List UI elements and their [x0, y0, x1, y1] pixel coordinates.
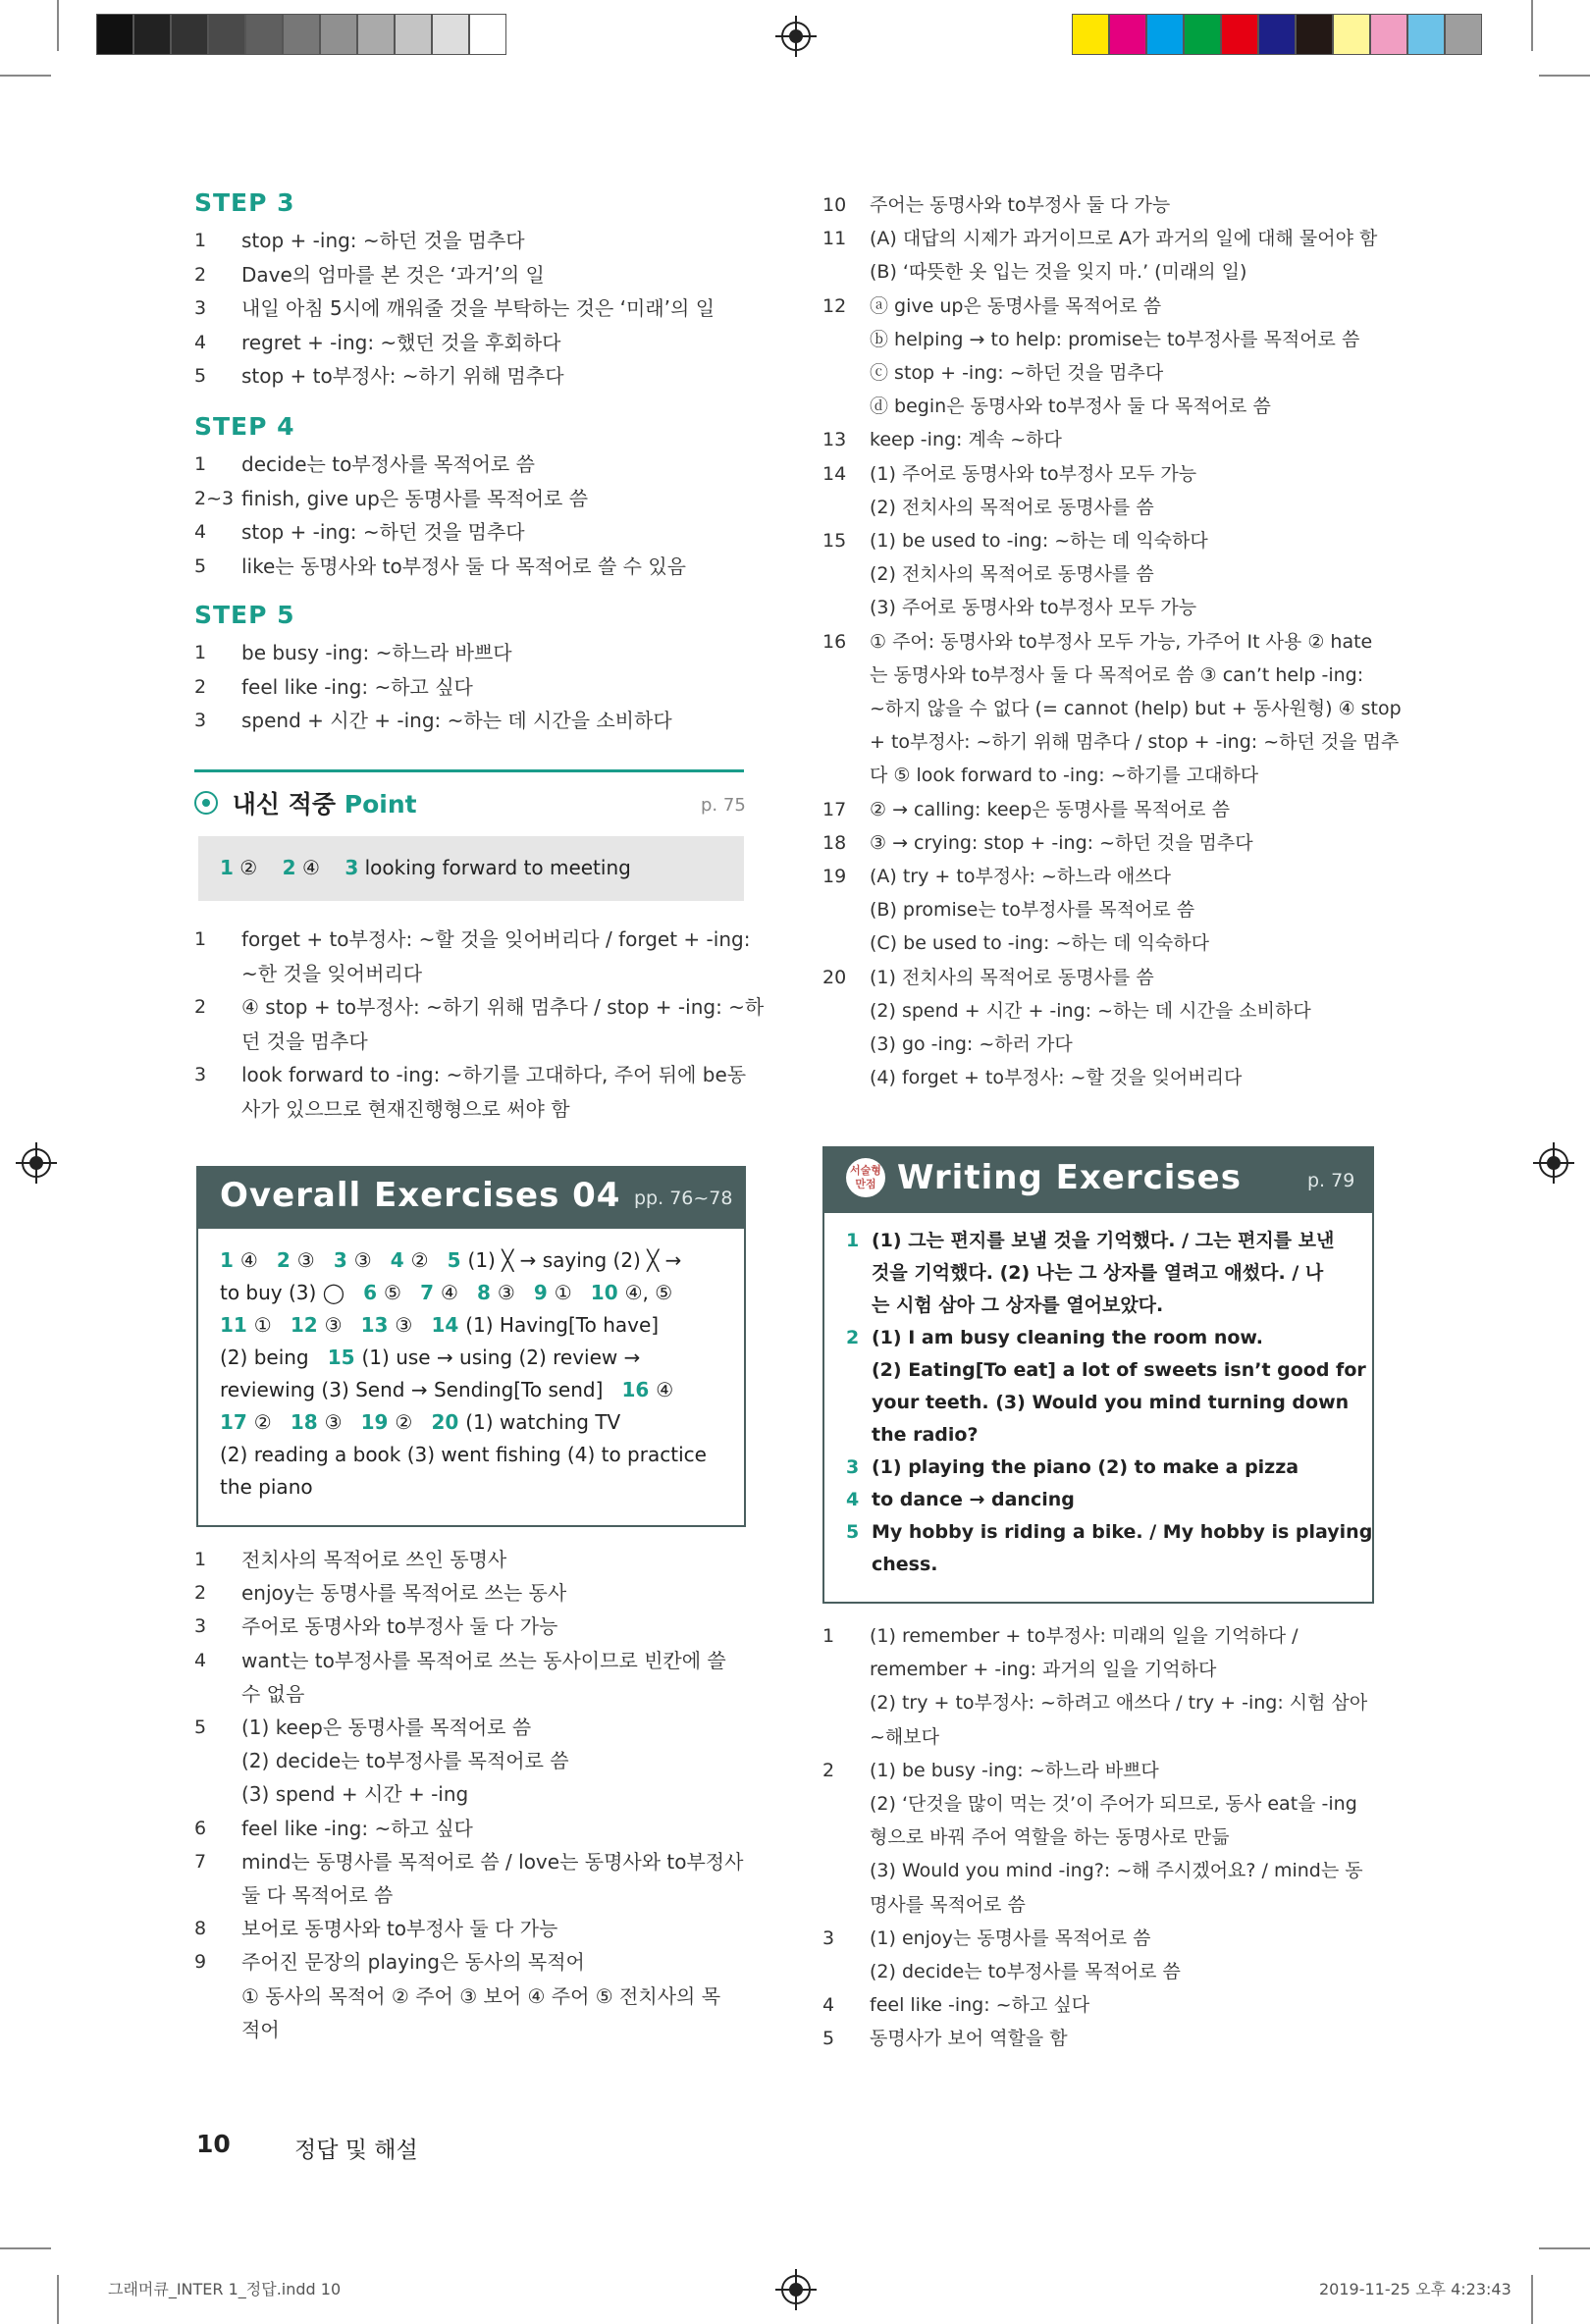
answer-value: (2) reading a book (3) went fishing (4) to practice	[220, 1443, 707, 1466]
answer-value: looking forward to meeting	[364, 856, 631, 879]
item-text: want는 to부정사를 목적어로 쓰는 동사이므로 빈칸에 쓸	[241, 1648, 726, 1672]
item-text: 내일 아침 5시에 깨워줄 것을 부탁하는 것은 ‘미래’의 일	[241, 296, 716, 320]
color-swatch	[1221, 14, 1258, 55]
item-number: 3	[194, 710, 207, 731]
color-swatch	[1258, 14, 1296, 55]
answer-value: ④	[656, 1378, 674, 1401]
answer-number: 18	[290, 1410, 325, 1434]
item-text: (1) 전치사의 목적어로 동명사를 씀	[870, 966, 1154, 988]
point-title	[194, 785, 417, 820]
answer-value: ②	[395, 1410, 413, 1434]
item-text: 는 동명사와 to부정사 둘 다 목적어로 씀 ③ can’t help -ing:	[870, 663, 1364, 686]
item-number: 2	[194, 263, 207, 286]
item-text: ⓐ give up은 동명사를 목적어로 씀	[870, 294, 1162, 317]
answer-value: the piano	[220, 1475, 313, 1499]
item-text: your teeth. (3) Would you mind turning down	[872, 1392, 1350, 1413]
color-swatch	[1296, 14, 1333, 55]
item-text: ⓑ helping → to help: promise는 to부정사를 목적어로 씀	[870, 328, 1360, 350]
crop-mark	[0, 75, 51, 77]
item-text: (1) enjoy는 동명사를 목적어로 씀	[870, 1927, 1151, 1949]
item-number: 1	[194, 1549, 207, 1570]
color-swatch	[96, 14, 133, 55]
item-number: 7	[194, 1850, 207, 1873]
step4-heading: STEP 4	[194, 412, 295, 441]
answer-value: ③	[324, 1410, 343, 1434]
answer-value: reviewing (3) Send → Sending[To send]	[220, 1378, 604, 1401]
answer-number: 17	[220, 1410, 254, 1434]
item-text: forget + to부정사: ~할 것을 잊어버리다 / forget + -ing:	[241, 927, 751, 951]
item-number: 3	[194, 1064, 207, 1085]
crop-mark	[1539, 75, 1590, 77]
item-number: 5	[194, 365, 207, 387]
answer-number: 5	[447, 1248, 468, 1272]
color-swatch	[1146, 14, 1184, 55]
item-text: (2) spend + 시간 + -ing: ~하는 데 시간을 소비하다	[870, 999, 1311, 1022]
answer-line	[220, 1406, 620, 1439]
item-text: 던 것을 멈추다	[241, 1029, 368, 1053]
item-text: ⓒ stop + -ing: ~하던 것을 멈추다	[870, 362, 1164, 384]
answer-line	[220, 1309, 659, 1342]
item-number: 8	[194, 1918, 207, 1940]
answer-value: ③	[296, 1248, 315, 1272]
writing-answer-box	[822, 1211, 1374, 1604]
item-text: 수 없음	[241, 1681, 305, 1706]
color-swatch	[1407, 14, 1445, 55]
item-text: keep -ing: 계속 ~하다	[870, 429, 1062, 451]
item-text: (1) 그는 편지를 보낼 것을 기억했다. / 그는 편지를 보낸	[872, 1230, 1335, 1251]
answer-value: ②	[410, 1248, 429, 1272]
answer-value: ③	[395, 1313, 413, 1337]
color-swatch	[1445, 14, 1482, 55]
color-swatch	[208, 14, 245, 55]
footer-section: 정답 및 해설	[294, 2138, 418, 2163]
item-number: 19	[822, 866, 847, 887]
item-text: (2) try + to부정사: ~하려고 애쓰다 / try + -ing: 시험 삼아	[870, 1692, 1368, 1715]
item-text: be busy -ing: ~하느라 바쁘다	[241, 641, 512, 664]
item-number: 2	[822, 1759, 835, 1781]
item-text: (1) 주어로 동명사와 to부정사 모두 가능	[870, 462, 1197, 485]
award-badge-icon: 서술형 만점	[846, 1158, 885, 1197]
item-number: 5	[846, 1521, 860, 1543]
item-text: ④ stop + to부정사: ~하기 위해 멈추다 / stop + -ing: ~하	[241, 995, 765, 1019]
answer-number: 1	[220, 856, 234, 879]
item-number: 4	[194, 1649, 207, 1671]
item-text: 사가 있으므로 현재진행형으로 써야 함	[241, 1096, 570, 1121]
step5-heading: STEP 5	[194, 601, 295, 629]
overall-box-header	[196, 1166, 746, 1227]
item-number: 6	[194, 1817, 207, 1839]
item-number: 4	[846, 1489, 860, 1510]
item-number: 3	[194, 297, 207, 319]
item-text: (4) forget + to부정사: ~할 것을 잊어버리다	[870, 1067, 1243, 1089]
item-number: 5	[822, 2028, 835, 2050]
registration-mark-top	[781, 22, 811, 51]
item-text: ~해보다	[870, 1725, 939, 1748]
item-number: 18	[822, 831, 847, 854]
item-text: ③ → crying: stop + -ing: ~하던 것을 멈추다	[870, 831, 1253, 854]
item-text: like는 동명사와 to부정사 둘 다 목적어로 쓸 수 있음	[241, 554, 686, 578]
item-text: (3) spend + 시간 + -ing	[241, 1782, 469, 1807]
answer-number: 20	[431, 1410, 466, 1434]
item-text: (3) Would you mind -ing?: ~해 주시겠어요? / mind는 동	[870, 1860, 1363, 1882]
color-swatch	[283, 14, 320, 55]
crop-mark	[0, 2247, 51, 2249]
item-text: (1) be busy -ing: ~하느라 바쁘다	[870, 1759, 1159, 1781]
item-text: remember + -ing: 과거의 일을 기억하다	[870, 1659, 1217, 1681]
answer-value: to buy (3) ◯	[220, 1281, 345, 1304]
writing-title: Writing Exercises	[897, 1158, 1242, 1197]
crop-mark	[1531, 2275, 1533, 2324]
answer-value: (2) being	[220, 1346, 309, 1369]
item-text: (1) playing the piano (2) to make a pizza	[872, 1456, 1299, 1478]
answer-number: 1	[220, 1248, 240, 1272]
item-number: 3	[194, 1615, 207, 1638]
crop-mark	[57, 0, 59, 51]
answer-value: (1) Having[To have]	[465, 1313, 660, 1337]
color-swatch	[357, 14, 395, 55]
answer-value: ④, ⑤	[624, 1281, 673, 1304]
item-number: 13	[822, 429, 847, 451]
color-swatch	[1333, 14, 1370, 55]
answer-number: 14	[431, 1313, 466, 1337]
writing-page-ref: p. 79	[1307, 1170, 1355, 1191]
color-swatch	[1370, 14, 1407, 55]
crop-mark	[1531, 0, 1533, 51]
item-text: (B) ‘따뜻한 옷 입는 것을 잊지 마.’ (미래의 일)	[870, 261, 1247, 284]
item-number: 1	[846, 1230, 860, 1251]
answer-line	[220, 1277, 672, 1309]
answer-number: 4	[390, 1248, 411, 1272]
item-number: 4	[194, 521, 207, 543]
answer-number: 3	[344, 856, 359, 879]
answer-number: 9	[533, 1281, 555, 1304]
item-text: feel like -ing: ~하고 싶다	[241, 674, 473, 699]
item-text: My hobby is riding a bike. / My hobby is playing	[872, 1521, 1373, 1543]
item-text: 명사를 목적어로 씀	[870, 1893, 1026, 1916]
color-swatch	[171, 14, 208, 55]
item-number: 20	[822, 966, 847, 988]
answer-number: 3	[333, 1248, 354, 1272]
answer-number: 8	[476, 1281, 498, 1304]
answer-number: 10	[590, 1281, 625, 1304]
item-text: feel like -ing: ~하고 싶다	[241, 1816, 473, 1840]
item-number: 1	[822, 1625, 835, 1647]
item-number: 5	[194, 555, 207, 577]
item-text: (2) decide는 to부정사를 목적어로 씀	[241, 1749, 569, 1773]
item-text: stop + to부정사: ~하기 위해 멈추다	[241, 364, 564, 388]
item-text: ⓓ begin은 동명사와 to부정사 둘 다 목적어로 씀	[870, 396, 1271, 418]
item-text: (2) Eating[To eat] a lot of sweets isn’t good for	[872, 1359, 1366, 1381]
answer-value: ①	[554, 1281, 572, 1304]
item-number: 2	[194, 675, 207, 698]
item-number: 1	[194, 453, 207, 475]
item-text: stop + -ing: ~하던 것을 멈추다	[241, 229, 525, 252]
item-text: (A) try + to부정사: ~하느라 애쓰다	[870, 866, 1172, 887]
point-answer-box	[198, 836, 744, 901]
item-text: finish, give up은 동명사를 목적어로 씀	[241, 486, 589, 510]
item-number: 3	[822, 1927, 835, 1949]
item-text: (1) be used to -ing: ~하는 데 익숙하다	[870, 530, 1208, 552]
item-text: (3) go -ing: ~하러 가다	[870, 1033, 1073, 1055]
item-text: (2) 전치사의 목적어로 동명사를 씀	[870, 563, 1154, 586]
answer-line	[220, 1342, 640, 1374]
item-text: 적어	[241, 2017, 280, 2041]
answer-value: ④	[239, 1248, 258, 1272]
item-text: (1) keep은 동명사를 목적어로 씀	[241, 1716, 532, 1739]
item-text: (2) decide는 to부정사를 목적어로 씀	[870, 1961, 1181, 1982]
item-number: 15	[822, 530, 847, 552]
answer-value: ③	[324, 1313, 343, 1337]
item-text: Dave의 엄마를 본 것은 ‘과거’의 일	[241, 262, 545, 287]
item-number: 9	[194, 1951, 207, 1974]
color-swatch	[1184, 14, 1221, 55]
item-text: the radio?	[872, 1424, 979, 1446]
registration-mark-right	[1539, 1148, 1568, 1178]
item-text: (2) 전치사의 목적어로 동명사를 씀	[870, 496, 1154, 518]
item-text: regret + -ing: ~했던 것을 후회하다	[241, 330, 561, 354]
slug-date: 2019-11-25 오후 4:23:43	[1319, 2280, 1511, 2298]
item-text: feel like -ing: ~하고 싶다	[870, 1994, 1090, 2017]
answer-number: 6	[363, 1281, 385, 1304]
item-number: 2	[846, 1327, 860, 1348]
item-text: (1) I am busy cleaning the room now.	[872, 1327, 1263, 1348]
answer-line	[220, 1439, 707, 1471]
crop-mark	[1539, 2247, 1590, 2249]
item-text: enjoy는 동명사를 목적어로 쓰는 동사	[241, 1581, 567, 1606]
color-swatch	[469, 14, 506, 55]
item-number: 17	[822, 798, 847, 820]
item-text: (3) 주어로 동명사와 to부정사 모두 가능	[870, 597, 1197, 619]
item-text: 보어로 동명사와 to부정사 둘 다 가능	[241, 1917, 558, 1941]
page-number: 10	[196, 2130, 231, 2158]
item-number: 4	[194, 331, 207, 353]
item-number: 12	[822, 294, 847, 317]
overall-title: Overall Exercises 04	[220, 1176, 621, 1215]
answer-value: ②	[253, 1410, 272, 1434]
item-number: 2	[194, 996, 207, 1018]
item-text: ~하지 않을 수 없다 (= cannot (help) but + 동사원형) ④ stop	[870, 698, 1402, 719]
answer-value: ④	[301, 856, 320, 879]
item-text: + to부정사: ~하기 위해 멈추다 / stop + -ing: ~하던 것을 멈추	[870, 731, 1400, 754]
answer-value: ③	[497, 1281, 515, 1304]
item-text: decide는 to부정사를 목적어로 씀	[241, 452, 535, 476]
item-number: 1	[194, 642, 207, 663]
target-icon	[194, 791, 218, 815]
item-text: 주어로 동명사와 to부정사 둘 다 가능	[241, 1614, 558, 1639]
item-text: 동명사가 보어 역할을 함	[870, 2028, 1068, 2050]
overall-answer-box	[196, 1227, 746, 1527]
item-text: 전치사의 목적어로 쓰인 동명사	[241, 1548, 507, 1571]
item-text: (1) remember + to부정사: 미래의 일을 기억하다 /	[870, 1625, 1298, 1647]
item-text: stop + -ing: ~하던 것을 멈추다	[241, 520, 525, 544]
item-text: chess.	[872, 1554, 938, 1575]
crop-mark	[57, 2275, 59, 2324]
item-number: 4	[822, 1994, 835, 2017]
answer-value: (1) ╳ → saying (2) ╳ →	[467, 1248, 682, 1272]
slug-file: 그래머큐_INTER 1_정답.indd 10	[108, 2280, 342, 2298]
item-text: (A) 대답의 시제가 과거이므로 A가 과거의 일에 대해 물어야 함	[870, 228, 1378, 250]
item-number: 10	[822, 194, 847, 216]
item-number: 2	[194, 1582, 207, 1605]
item-text: ② → calling: keep은 동명사를 목적어로 씀	[870, 798, 1230, 820]
point-title-ko: 내신 적중	[232, 790, 337, 819]
item-text: ① 주어: 동명사와 to부정사 모두 가능, 가주어 It 사용 ② hate	[870, 630, 1373, 653]
answer-number: 2	[282, 856, 296, 879]
item-text: 것을 기억했다. (2) 나는 그 상자를 열려고 애썼다. / 나	[872, 1262, 1324, 1284]
item-text: ~한 것을 잊어버리다	[241, 961, 423, 985]
item-number: 16	[822, 630, 847, 653]
answer-number: 2	[276, 1248, 297, 1272]
answer-line	[220, 1374, 673, 1406]
answer-number: 12	[290, 1313, 325, 1337]
color-swatch	[133, 14, 171, 55]
registration-mark-left	[22, 1148, 51, 1178]
answer-value: (1) use → using (2) review →	[361, 1346, 641, 1369]
item-number: 14	[822, 462, 847, 485]
answer-number: 7	[420, 1281, 441, 1304]
answer-value: ⑤	[384, 1281, 401, 1304]
point-title-en: Point	[344, 790, 417, 819]
item-text: (C) be used to -ing: ~하는 데 익숙하다	[870, 932, 1209, 955]
answer-number: 19	[360, 1410, 396, 1434]
answer-number: 16	[621, 1378, 657, 1401]
answer-line	[220, 1244, 681, 1277]
item-text: (B) promise는 to부정사를 목적어로 씀	[870, 899, 1195, 922]
item-text: ① 동사의 목적어 ② 주어 ③ 보어 ④ 주어 ⑤ 전치사의 목	[241, 1983, 721, 2008]
color-swatch	[1072, 14, 1109, 55]
item-number: 3	[846, 1456, 860, 1478]
writing-box-header	[822, 1146, 1374, 1211]
registration-mark-bottom	[781, 2275, 811, 2304]
answer-value: (1) watching TV	[465, 1410, 621, 1434]
item-text: 는 시험 삼아 그 상자를 열어보았다.	[872, 1294, 1164, 1316]
answer-value: ③	[353, 1248, 372, 1272]
item-text: look forward to -ing: ~하기를 고대하다, 주어 뒤에 be동	[241, 1063, 747, 1086]
answer-value: ②	[239, 856, 258, 879]
color-swatch	[320, 14, 357, 55]
item-text: spend + 시간 + -ing: ~하는 데 시간을 소비하다	[241, 709, 672, 732]
color-swatch	[395, 14, 432, 55]
item-number: 11	[822, 228, 847, 250]
item-text: to dance → dancing	[872, 1489, 1075, 1510]
color-swatch	[1109, 14, 1146, 55]
answer-value: ④	[440, 1281, 458, 1304]
item-text: 형으로 바꿔 주어 역할을 하는 동명사로 만듦	[870, 1826, 1230, 1849]
item-text: 주어진 문장의 playing은 동사의 목적어	[241, 1950, 585, 1975]
item-number: 5	[194, 1717, 207, 1738]
answer-value: ①	[253, 1313, 272, 1337]
item-number: 1	[194, 230, 207, 251]
point-page-ref: p. 75	[701, 795, 746, 816]
item-text: mind는 동명사를 목적어로 씀 / love는 동명사와 to부정사	[241, 1849, 744, 1874]
answer-number: 11	[220, 1313, 254, 1337]
step3-heading: STEP 3	[194, 188, 295, 217]
item-text: 둘 다 목적어로 씀	[241, 1883, 394, 1907]
color-swatch	[245, 14, 283, 55]
item-number: 1	[194, 928, 207, 950]
point-divider	[194, 769, 744, 772]
item-text: 다 ⑤ look forward to -ing: ~하기를 고대하다	[870, 765, 1259, 787]
answer-number: 13	[360, 1313, 396, 1337]
item-text: 주어는 동명사와 to부정사 둘 다 가능	[870, 194, 1171, 216]
item-text: (2) ‘단것을 많이 먹는 것’이 주어가 되므로, 동사 eat을 -ing	[870, 1793, 1357, 1815]
overall-page-ref: pp. 76~78	[634, 1188, 733, 1209]
answer-line	[220, 1471, 313, 1504]
item-number: 2~3	[194, 487, 235, 509]
answer-number: 15	[327, 1346, 362, 1369]
color-swatch	[432, 14, 469, 55]
